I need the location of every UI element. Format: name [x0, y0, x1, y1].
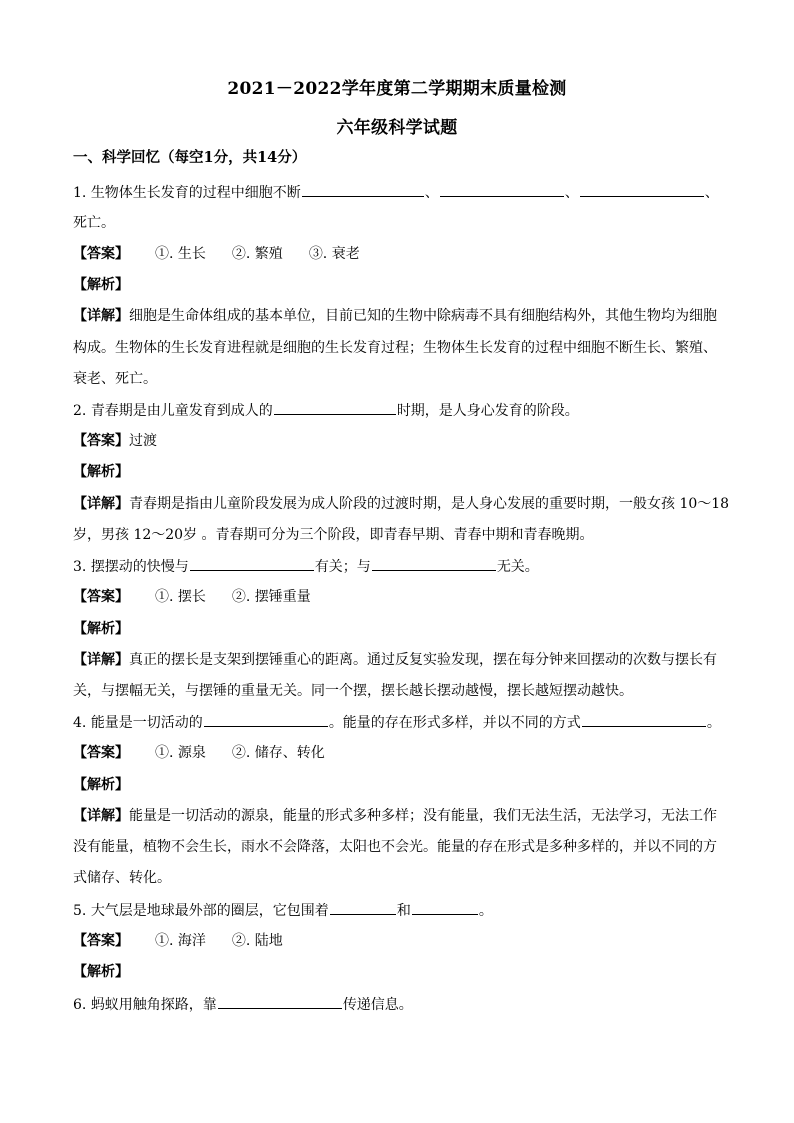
question-number: 2. [73, 403, 87, 419]
detail-line [73, 650, 721, 670]
separator: 、 [564, 185, 579, 201]
answer-item: ②. 陆地 [231, 933, 283, 949]
detail-label: 【详解】 [73, 652, 129, 668]
detail-text: 能量是一切活动的源泉，能量的形式多种多样；没有能量，我们无法生活，无法学习，无法工作 [129, 808, 717, 824]
question-6 [73, 994, 721, 1015]
exam-subtitle: 六年级科学试题 [336, 118, 458, 138]
separator: 、 [704, 185, 719, 201]
answer-blank [302, 182, 424, 197]
question-number: 4. [73, 715, 87, 731]
answer-blank [580, 182, 704, 197]
analysis-label: 【解析】 [73, 621, 129, 637]
question-text: 。能量的存在形式多样，并以不同的方式 [328, 715, 581, 731]
question-text: 和 [396, 903, 411, 919]
answer-row [73, 931, 721, 951]
detail-line [73, 306, 721, 326]
answer-blank [274, 400, 396, 415]
analysis-label: 【解析】 [73, 777, 129, 793]
answer-item: ①. 源泉 [155, 745, 206, 761]
detail-text: 细胞是生命体组成的基本单位，目前已知的生物中除病毒不具有细胞结构外，其他生物均为细胞 [129, 308, 717, 324]
question-text: 。 [478, 903, 493, 919]
answer-item: ①. 海洋 [155, 933, 206, 949]
answer-blank [372, 556, 496, 571]
analysis-label: 【解析】 [73, 964, 129, 980]
detail-label: 【详解】 [73, 496, 129, 512]
detail-text: 青春期是指由儿童阶段发展为成人阶段的过渡时期，是人身心发展的重要时期，一般女孩 10～18 [129, 496, 730, 512]
detail-line: 衰老、死亡。 [73, 371, 157, 387]
exam-title: 2021－2022学年度第二学期期末质量检测 [227, 79, 567, 99]
detail-line: 构成。生物体的生长发育进程就是细胞的生长发育过程；生物体生长发育的过程中细胞不断生长、繁殖、 [73, 340, 717, 356]
detail-text: 真正的摆长是支架到摆锤重心的距离。通过反复实验发现，摆在每分钟来回摆动的次数与摆长有 [129, 652, 717, 668]
answer-label: 【答案】 [73, 246, 129, 262]
question-text: 生物体生长发育的过程中细胞不断 [90, 185, 301, 201]
detail-line: 岁，男孩 12～20岁 。青春期可分为三个阶段，即青春早期、青春中期和青春晚期。 [73, 527, 594, 543]
question-number: 6. [73, 997, 87, 1013]
analysis-label: 【解析】 [73, 277, 129, 293]
answer-item: ①. 摆长 [155, 589, 206, 605]
answer-blank [330, 900, 396, 915]
detail-line: 关，与摆幅无关，与摆锤的重量无关。同一个摆，摆长越长摆动越慢，摆长越短摆动越快。 [73, 683, 633, 699]
detail-label: 【详解】 [73, 808, 129, 824]
question-text-continued: 死亡。 [73, 215, 115, 231]
detail-line: 没有能量，植物不会生长，雨水不会降落，太阳也不会光。能量的存在形式是多种多样的，并以不同的方 [73, 839, 717, 855]
question-3 [73, 556, 721, 577]
question-text: 无关。 [496, 559, 539, 575]
answer-blank [440, 182, 564, 197]
question-2 [73, 400, 721, 421]
section-heading: 一、科学回忆（每空1分，共14分） [73, 149, 307, 166]
answer-blank [190, 556, 314, 571]
separator: 、 [424, 185, 439, 201]
answer-blank [204, 712, 328, 727]
answer-item: ②. 储存、转化 [231, 745, 325, 761]
answer-item: ②. 摆锤重量 [231, 589, 311, 605]
answer-item: ②. 繁殖 [231, 246, 283, 262]
answer-blank [218, 994, 342, 1009]
answer-item: ①. 生长 [155, 246, 206, 262]
question-number: 1. [73, 185, 87, 201]
question-text: 有关；与 [314, 559, 371, 575]
answer-item: 过渡 [129, 433, 157, 449]
answer-label: 【答案】 [73, 589, 129, 605]
answer-row [73, 244, 721, 264]
answer-label: 【答案】 [73, 745, 129, 761]
question-text: 能量是一切活动的 [90, 715, 203, 731]
question-number: 3. [73, 559, 87, 575]
answer-blank [412, 900, 478, 915]
question-text: 时期，是人身心发育的阶段。 [396, 403, 579, 419]
answer-row [73, 431, 721, 451]
question-5 [73, 900, 721, 921]
question-1 [73, 182, 721, 203]
detail-line [73, 806, 721, 826]
analysis-label: 【解析】 [73, 464, 129, 480]
answer-row [73, 743, 721, 763]
question-text: 。 [706, 715, 721, 731]
answer-label: 【答案】 [73, 933, 129, 949]
question-4 [73, 712, 721, 733]
detail-line: 式储存、转化。 [73, 870, 171, 886]
question-text: 大气层是地球最外部的圈层，它包围着 [90, 903, 329, 919]
answer-item: ③. 衰老 [308, 246, 360, 262]
detail-line [73, 494, 730, 514]
question-text: 青春期是由儿童发育到成人的 [90, 403, 273, 419]
detail-label: 【详解】 [73, 308, 129, 324]
question-number: 5. [73, 903, 87, 919]
answer-label: 【答案】 [73, 433, 129, 449]
question-text: 传递信息。 [342, 997, 413, 1013]
answer-blank [582, 712, 706, 727]
question-text: 摆摆动的快慢与 [90, 559, 189, 575]
answer-row [73, 587, 721, 607]
question-text: 蚂蚁用触角探路，靠 [90, 997, 217, 1013]
